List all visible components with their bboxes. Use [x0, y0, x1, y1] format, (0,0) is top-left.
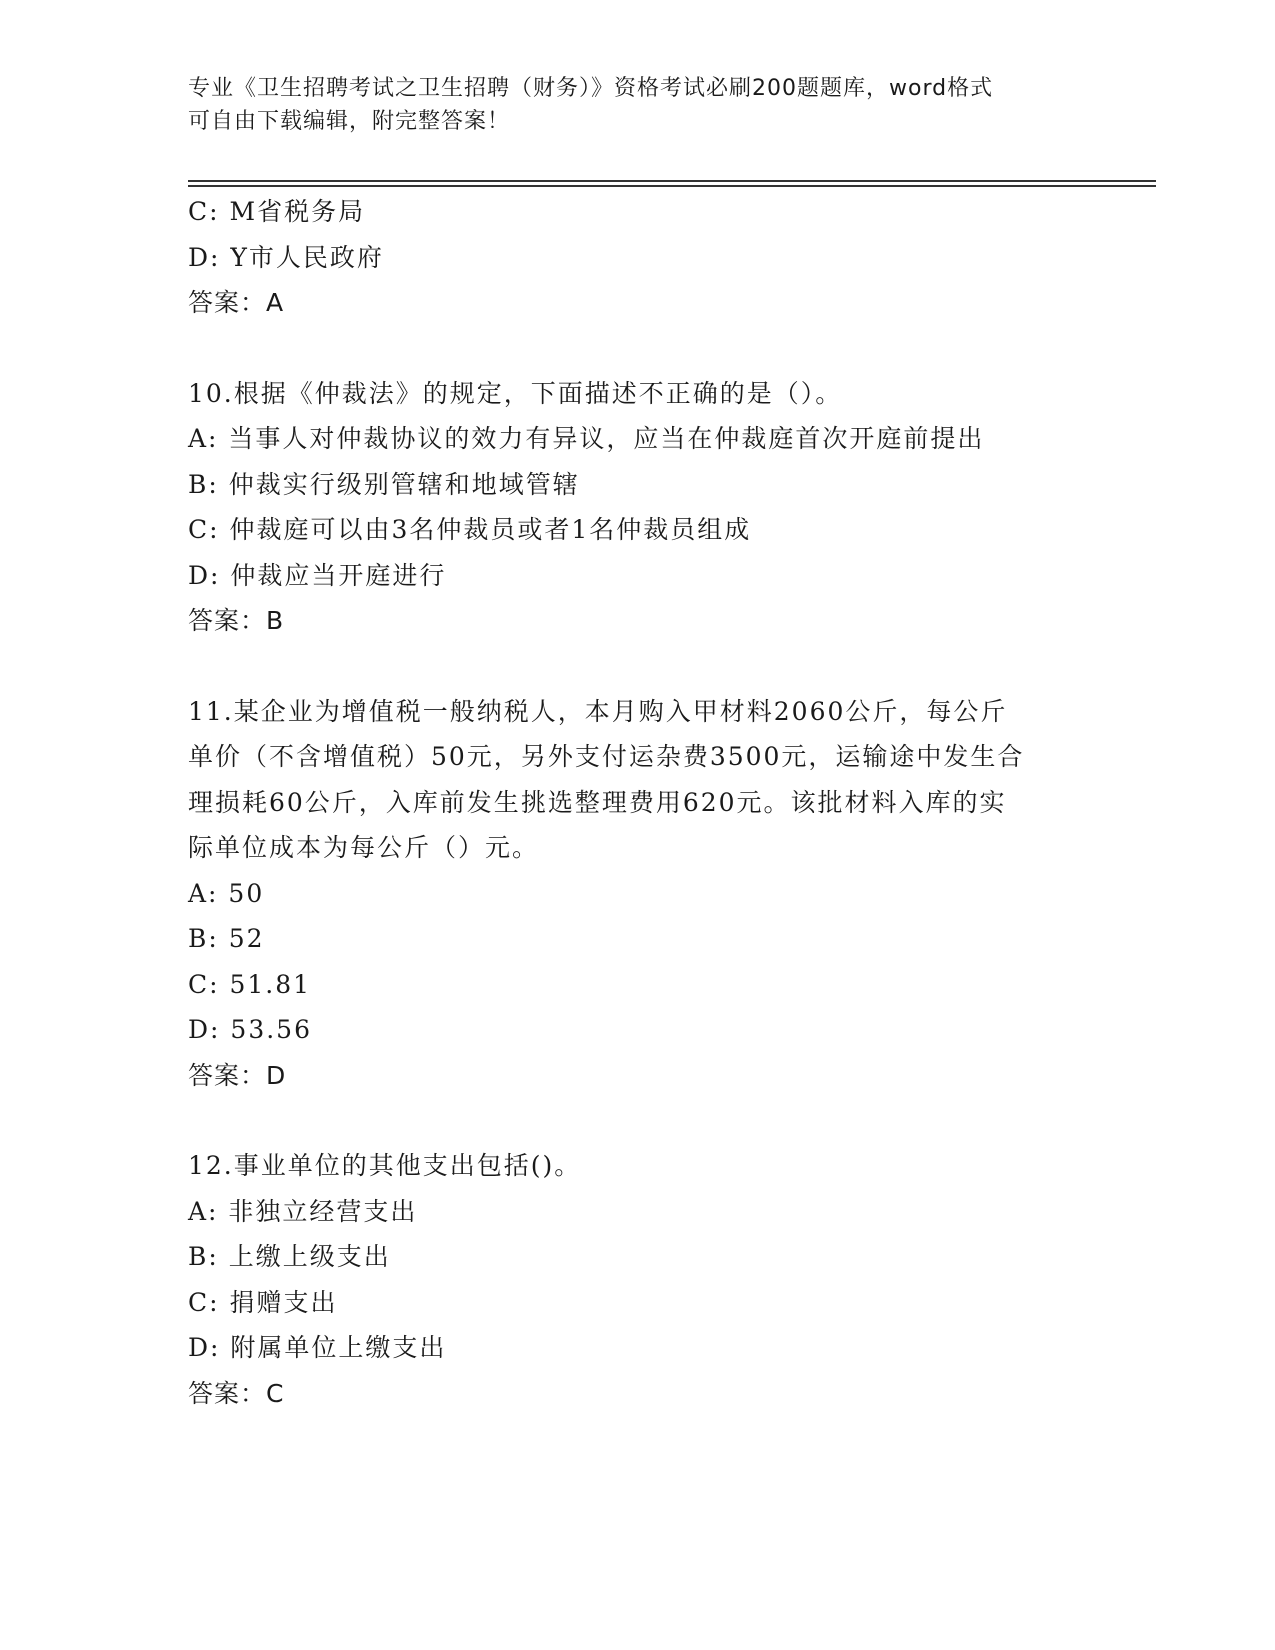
option-d: D: Y市人民政府	[188, 242, 384, 272]
header-title-line-2: 可自由下载编辑，附完整答案！	[188, 109, 511, 134]
spacer	[188, 1098, 1088, 1143]
question-stem-line-1: 11.某企业为增值税一般纳税人，本月购入甲材料2060公斤，每公斤	[188, 696, 1008, 726]
option-b: B: 上缴上级支出	[188, 1242, 391, 1271]
spacer	[188, 644, 1088, 689]
question-stem: 12.事业单位的其他支出包括()。	[188, 1151, 582, 1180]
question-12	[188, 1143, 1088, 1416]
question-stem: 10.根据《仲裁法》的规定，下面描述不正确的是（）。	[188, 378, 843, 408]
option-b: B: 仲裁实行级别管辖和地域管辖	[188, 469, 580, 499]
option-d: D: 附属单位上缴支出	[188, 1333, 447, 1362]
question-11	[188, 689, 1088, 1099]
document-header	[188, 72, 1068, 138]
option-a: A: 非独立经营支出	[188, 1196, 418, 1226]
option-d: D: 53.56	[188, 1015, 312, 1044]
option-b: B: 52	[188, 924, 265, 953]
question-stem-line-2: 单价（不含增值税）50元，另外支付运杂费3500元，运输途中发生合	[188, 742, 1025, 771]
option-a: A: 50	[188, 878, 265, 908]
option-c: C: 捐赠支出	[188, 1287, 338, 1317]
question-9	[188, 189, 1088, 326]
option-a: A: 当事人对仲裁协议的效力有异议，应当在仲裁庭首次开庭前提出	[188, 424, 985, 453]
option-c: C: 51.81	[188, 969, 312, 999]
option-c: C: 仲裁庭可以由3名仲裁员或者1名仲裁员组成	[188, 515, 752, 544]
answer-line: 答案：A	[188, 288, 285, 317]
question-stem-line-4: 际单位成本为每公斤（）元。	[188, 833, 540, 862]
answer-line: 答案：C	[188, 1378, 285, 1408]
header-title-line-1: 专业《卫生招聘考试之卫生招聘（财务）》资格考试必刷200题题库，word格式	[188, 76, 994, 101]
question-list	[188, 189, 1088, 1416]
spacer	[188, 326, 1088, 371]
answer-line: 答案：B	[188, 606, 285, 635]
header-divider-top	[188, 180, 1156, 182]
question-stem-line-3: 理损耗60公斤，入库前发生挑选整理费用620元。该批材料入库的实	[188, 787, 1007, 817]
question-10	[188, 371, 1088, 644]
header-divider-bottom	[188, 185, 1156, 187]
option-d: D: 仲裁应当开庭进行	[188, 560, 447, 590]
answer-line: 答案：D	[188, 1060, 287, 1090]
option-c: C: M省税务局	[188, 197, 366, 226]
